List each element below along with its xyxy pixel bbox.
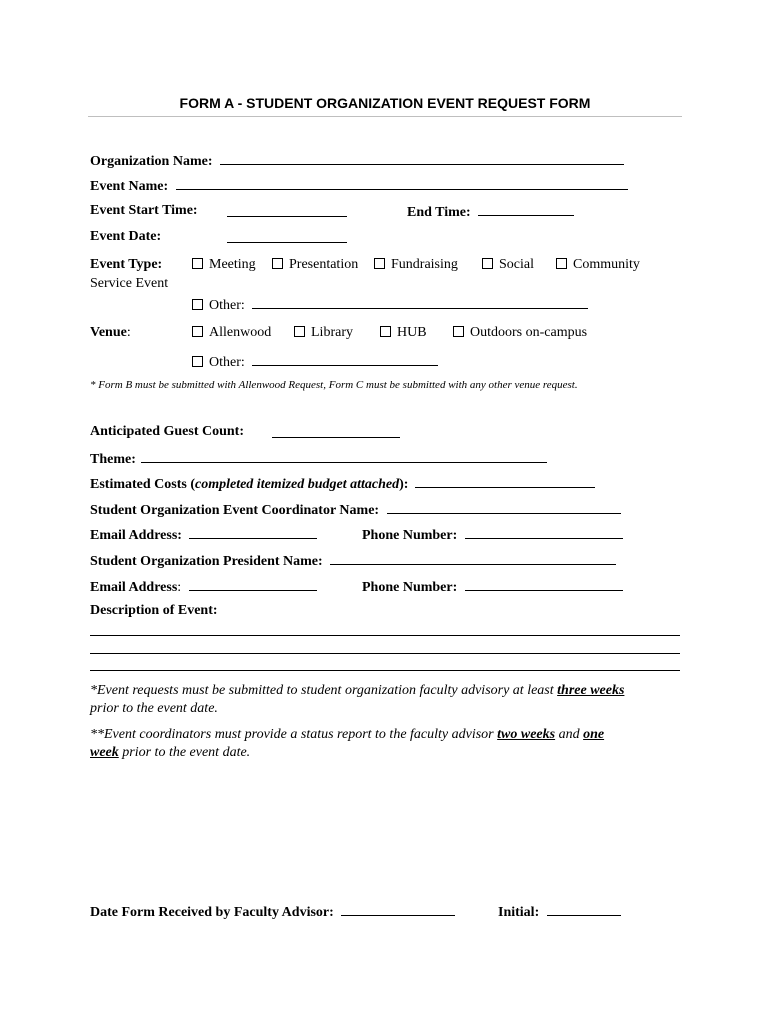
venue-label-row: Venue:	[90, 325, 131, 340]
theme-label: Theme:	[90, 452, 136, 467]
event-type-label: Event Type:	[90, 257, 163, 272]
event-name-row	[90, 176, 628, 195]
checkbox-icon[interactable]	[482, 258, 493, 269]
event-date-label: Event Date:	[90, 229, 162, 244]
checkbox-icon[interactable]	[453, 326, 464, 337]
note-status-report: **Event coordinators must provide a status report to the faculty advisor two weeks and one	[90, 727, 605, 742]
coordinator-row	[90, 500, 621, 519]
theme-field[interactable]	[141, 449, 547, 463]
checkbox-icon[interactable]	[556, 258, 567, 269]
costs-note: completed itemized budget attached	[195, 477, 400, 492]
checkbox-icon[interactable]	[380, 326, 391, 337]
initial-label: Initial:	[498, 905, 540, 920]
initial-row	[498, 902, 621, 921]
org-name-label: Organization Name:	[90, 154, 213, 169]
description-line-2[interactable]	[90, 653, 680, 654]
end-time-field[interactable]	[478, 202, 574, 216]
event-type-fundraising[interactable]: Fundraising	[374, 256, 458, 273]
event-name-label: Event Name:	[90, 179, 169, 194]
coordinator-email-label: Email Address:	[90, 528, 182, 543]
venue-label: Venue	[90, 325, 127, 340]
checkbox-icon[interactable]	[192, 356, 203, 367]
venue-library[interactable]: Library	[294, 324, 353, 341]
start-time-field[interactable]	[227, 203, 347, 217]
president-phone-row	[362, 577, 623, 596]
event-type-meeting[interactable]: Meeting	[192, 256, 256, 273]
description-line-1[interactable]	[90, 635, 680, 636]
coordinator-email-field[interactable]	[189, 525, 317, 539]
checkbox-icon[interactable]	[272, 258, 283, 269]
checkbox-icon[interactable]	[192, 299, 203, 310]
description-line-3[interactable]	[90, 670, 680, 671]
event-type-social[interactable]: Social	[482, 256, 534, 273]
received-label: Date Form Received by Faculty Advisor:	[90, 905, 334, 920]
president-row	[90, 551, 616, 570]
coordinator-phone-label: Phone Number:	[362, 528, 458, 543]
note-status-report-line2: week prior to the event date.	[90, 745, 251, 760]
end-time-row	[407, 202, 574, 221]
checkbox-icon[interactable]	[192, 326, 203, 337]
president-email-field[interactable]	[189, 577, 317, 591]
president-phone-field[interactable]	[465, 577, 623, 591]
event-type-other[interactable]: Other:	[192, 295, 588, 314]
note-three-weeks-line2: prior to the event date.	[90, 701, 218, 716]
venue-hub[interactable]: HUB	[380, 324, 427, 341]
received-row	[90, 902, 455, 921]
note-three-weeks: *Event requests must be submitted to student organization faculty advisory at least three weeks	[90, 683, 625, 698]
venue-note: * Form B must be submitted with Allenwood Request, Form C must be submitted with any other venue request.	[90, 379, 578, 391]
guest-count-label: Anticipated Guest Count:	[90, 424, 245, 439]
checkbox-icon[interactable]	[192, 258, 203, 269]
costs-row: Estimated Costs (completed itemized budget attached):	[90, 474, 595, 493]
org-name-field[interactable]	[220, 151, 624, 165]
received-field[interactable]	[341, 902, 455, 916]
president-phone-label: Phone Number:	[362, 580, 458, 595]
start-time-label: Event Start Time:	[90, 203, 198, 218]
president-name-field[interactable]	[330, 551, 616, 565]
president-email-row: Email Address:	[90, 577, 317, 596]
costs-field[interactable]	[415, 474, 595, 488]
coordinator-email-row	[90, 525, 317, 544]
event-type-presentation[interactable]: Presentation	[272, 256, 358, 273]
end-time-label: End Time:	[407, 205, 471, 220]
event-name-field[interactable]	[176, 176, 628, 190]
event-date-field[interactable]	[227, 229, 347, 243]
venue-other-field[interactable]	[252, 352, 438, 366]
coordinator-phone-row	[362, 525, 623, 544]
checkbox-icon[interactable]	[294, 326, 305, 337]
president-name-label: Student Organization President Name:	[90, 554, 323, 569]
form-title: FORM A - STUDENT ORGANIZATION EVENT REQUEST FORM	[179, 95, 591, 111]
president-email-label: Email Address	[90, 580, 178, 595]
guest-count-field[interactable]	[272, 424, 400, 438]
description-label: Description of Event:	[90, 603, 218, 618]
coordinator-name-field[interactable]	[387, 500, 621, 514]
coordinator-name-label: Student Organization Event Coordinator Name:	[90, 503, 380, 518]
event-type-community[interactable]: Community	[556, 256, 640, 273]
event-type-other-field[interactable]	[252, 295, 588, 309]
venue-other[interactable]: Other:	[192, 352, 438, 371]
checkbox-icon[interactable]	[374, 258, 385, 269]
initial-field[interactable]	[547, 902, 621, 916]
title-divider	[88, 116, 682, 117]
venue-outdoors[interactable]: Outdoors on-campus	[453, 324, 587, 341]
venue-allenwood[interactable]: Allenwood	[192, 324, 271, 341]
coordinator-phone-field[interactable]	[465, 525, 623, 539]
service-event-label: Service Event	[90, 276, 169, 291]
theme-row	[90, 449, 547, 468]
org-name-row	[90, 151, 624, 170]
